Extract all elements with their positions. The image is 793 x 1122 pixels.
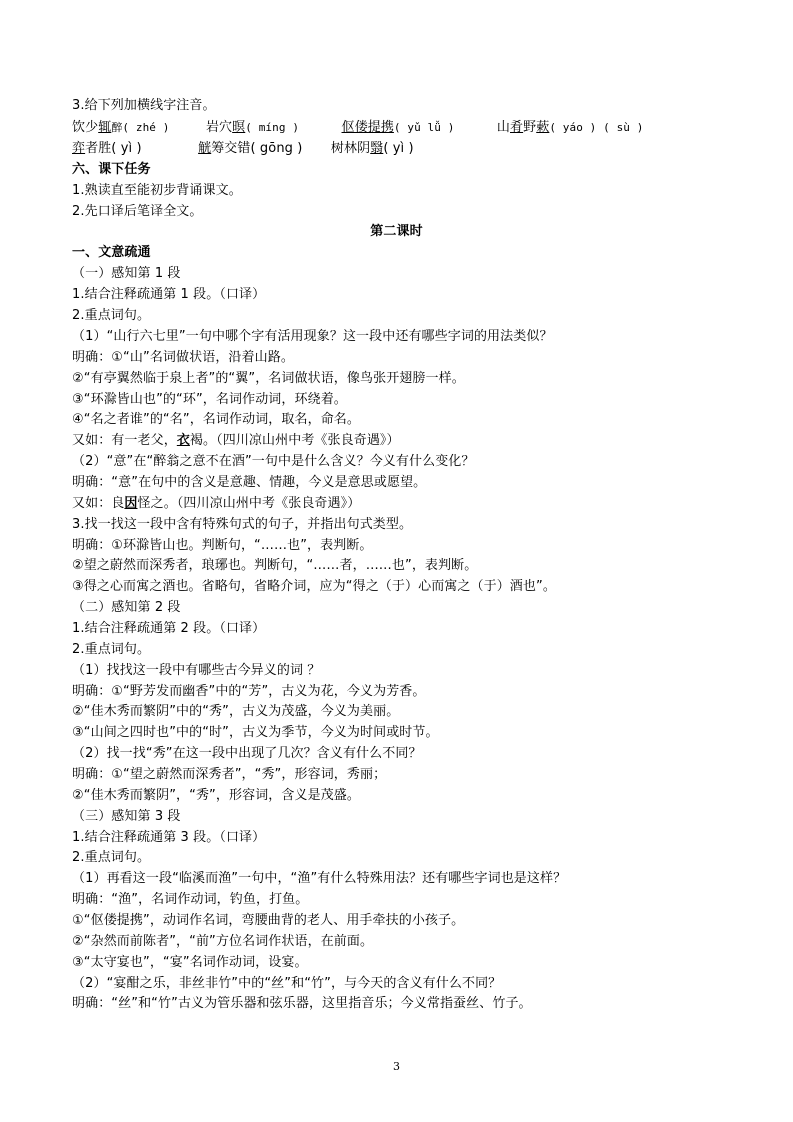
answer-line: 明确：“意”在句中的含义是意趣、情趣，今义是意思或愿望。 [72,475,427,490]
answer-line: ④“名之者谁”的“名”，名词作动词，取名，命名。 [72,412,360,427]
answer-line: 明确：“渔”，名词作动词，钓鱼，打鱼。 [72,892,309,907]
homework-heading: 六、课下任务 [72,162,151,177]
answer-line: 明确：①“野芳发而幽香”中的“芳”，古义为花，今义为芳香。 [72,684,426,699]
homework-item: 2.先口译后笔译全文。 [72,204,203,219]
question-line: （2）找一找“秀”在这一段中出现了几次？含义有什么不同？ [72,746,422,761]
text-line: 1.结合注释疏通第 2 段。（口译） [72,621,266,636]
text-line: 2.重点词句。 [72,850,151,865]
pinyin-item: 岩穴暝( míng ) [205,120,300,135]
section-heading: 一、文意疏通 [72,245,151,260]
answer-line: 明确：①环滁皆山也。判断句，“……也”，表判断。 [72,538,373,553]
paragraph-heading: （三）感知第 3 段 [72,809,181,824]
question-line: （1）再看这一段“临溪而渔”一句中，“渔”有什么特殊用法？还有哪些字词也是这样？ [72,871,567,886]
answer-line: 明确：①“山”名词做状语，沿着山路。 [72,350,294,365]
answer-line: ①“伛偻提携”，动词作名词，弯腰曲背的老人、用手牵扶的小孩子。 [72,913,465,928]
paragraph-heading: （一）感知第 1 段 [72,266,181,281]
text-line: 3.找一找这一段中含有特殊句式的句子，并指出句式类型。 [72,517,413,532]
pinyin-item: 山肴野蔌( yáo ) ( sù ) [496,120,644,135]
pinyin-item: 伛偻提携( yǔ lǚ ) [341,120,455,135]
answer-line: ③“太守宴也”，“宴”名词作动词，设宴。 [72,955,308,970]
answer-line: ③得之心而寓之酒也。省略句，省略介词，应为“得之（于）心而寓之（于）酒也”。 [72,579,556,594]
pinyin-item: 觥筹交错( gōng ) [198,141,303,156]
answer-line: ③“环滁皆山也”的“环”，名词作动词，环绕着。 [72,392,347,407]
homework-item: 1.熟读直至能初步背诵课文。 [72,183,242,198]
pinyin-row-1 [72,118,643,138]
example-line: 又如：有一老父，衣褐。（四川凉山州中考《张良奇遇》） [72,433,400,448]
answer-line: ②“佳木秀而繁阴”中的“秀”，古义为茂盛，今义为美丽。 [72,704,400,719]
question-line: （1）“山行六七里”一句中哪个字有活用现象？这一段中还有哪些字词的用法类似？ [72,329,553,344]
pinyin-item: 树林阴翳( yì ) [330,141,414,156]
answer-line: ②“有亭翼然临于泉上者”的“翼”，名词做状语，像鸟张开翅膀一样。 [72,371,465,386]
text-line: 1.结合注释疏通第 3 段。（口译） [72,830,266,845]
question-line: （1）找找这一段中有哪些古今异义的词 ？ [72,663,321,678]
pinyin-item: 饮少辄醉( zhé ) [72,120,170,135]
answer-line: ②“佳木秀而繁阴”，“秀”，形容词，含义是茂盛。 [72,788,360,803]
pinyin-item: 弈者胜( yì ) [72,141,142,156]
text-line: 2.重点词句。 [72,642,151,657]
text-line: 2.重点词句。 [72,308,151,323]
answer-line: 明确：“丝”和“竹”古义为管乐器和弦乐器，这里指音乐；今义常指蚕丝、竹子。 [72,996,532,1011]
answer-line: ②望之蔚然而深秀者，琅琊也。判断句，“……者，……也”，表判断。 [72,558,478,573]
lesson-title: 第二课时 [370,224,423,239]
text-line: 1.结合注释疏通第 1 段。（口译） [72,287,266,302]
pinyin-row-2 [72,139,414,159]
example-line: 又如：良因怪之。（四川凉山州中考《张良奇遇》） [72,496,361,511]
annotate-question: 3.给下列加横线字注音。 [72,98,216,113]
answer-line: 明确：①“望之蔚然而深秀者”，“秀”，形容词，秀丽； [72,767,387,782]
answer-line: ③“山间之四时也”中的“时”，古义为季节，今义为时间或时节。 [72,725,439,740]
question-line: （2）“宴酣之乐，非丝非竹”中的“丝”和“竹”，与今天的含义有什么不同？ [72,976,502,991]
page-number: 3 [393,1060,400,1073]
answer-line: ②“杂然而前陈者”，“前”方位名词作状语，在前面。 [72,934,374,949]
paragraph-heading: （二）感知第 2 段 [72,600,181,615]
question-line: （2）“意”在“醉翁之意不在酒”一句中是什么含义？今义有什么变化？ [72,454,475,469]
